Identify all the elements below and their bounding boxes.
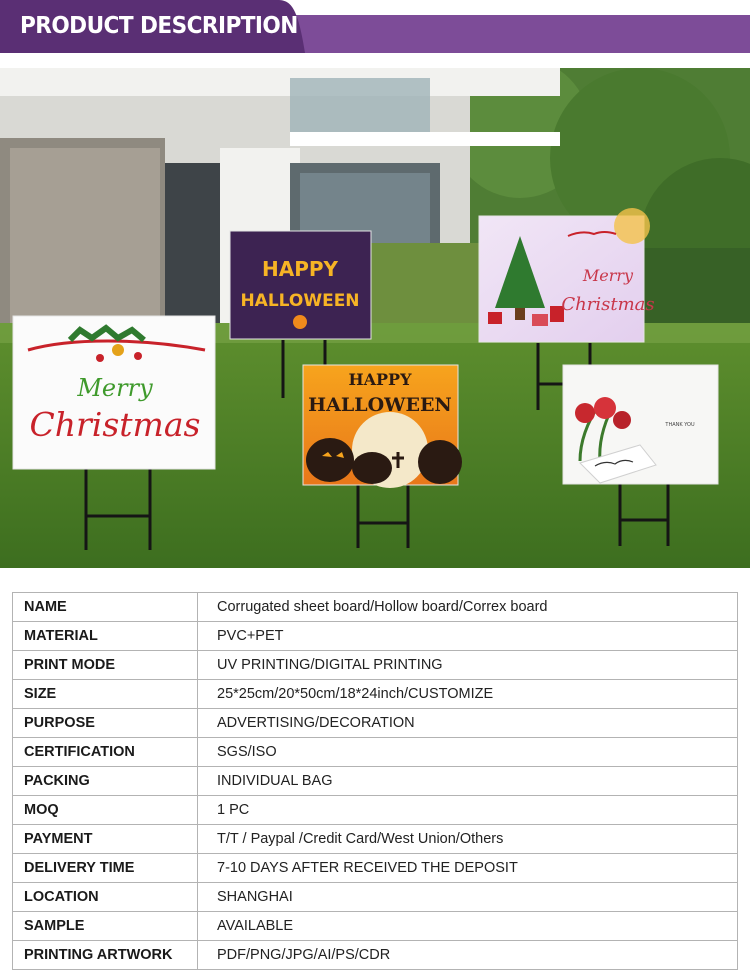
- spec-key: PRINT MODE: [13, 651, 198, 680]
- spec-row: [13, 680, 738, 709]
- spec-key: SAMPLE: [13, 912, 198, 941]
- spec-value: SHANGHAI: [198, 883, 738, 912]
- spec-value: Corrugated sheet board/Hollow board/Correx board: [198, 593, 738, 622]
- spec-key: MATERIAL: [13, 622, 198, 651]
- spec-key: CERTIFICATION: [13, 738, 198, 767]
- thank-you-caption: THANK YOU: [665, 422, 695, 428]
- section-header: [0, 0, 750, 53]
- spec-key: PACKING: [13, 767, 198, 796]
- christmas-right-line1: Merry: [582, 266, 634, 285]
- spec-row: [13, 912, 738, 941]
- halloween-small-line1: HAPPY: [261, 257, 339, 281]
- spec-value: PDF/PNG/JPG/AI/PS/CDR: [198, 941, 738, 970]
- spec-key: PRINTING ARTWORK: [13, 941, 198, 970]
- spec-row: [13, 593, 738, 622]
- spec-value: AVAILABLE: [198, 912, 738, 941]
- spec-value: INDIVIDUAL BAG: [198, 767, 738, 796]
- spec-value: 7-10 DAYS AFTER RECEIVED THE DEPOSIT: [198, 854, 738, 883]
- spec-row: [13, 941, 738, 970]
- halloween-center-line1: HAPPY: [348, 370, 412, 389]
- spec-value: T/T / Paypal /Credit Card/West Union/Others: [198, 825, 738, 854]
- sign-thank-you: [563, 365, 718, 484]
- spec-key: PURPOSE: [13, 709, 198, 738]
- spec-key: LOCATION: [13, 883, 198, 912]
- spec-table-body: [13, 593, 738, 970]
- spec-row: [13, 883, 738, 912]
- spec-value: UV PRINTING/DIGITAL PRINTING: [198, 651, 738, 680]
- christmas-right-line2: Christmas: [561, 294, 655, 315]
- spec-key: PAYMENT: [13, 825, 198, 854]
- spec-key: MOQ: [13, 796, 198, 825]
- halloween-small-line2: HALLOWEEN: [240, 291, 360, 311]
- sign-halloween-center: [303, 365, 462, 488]
- spec-row: [13, 622, 738, 651]
- spec-row: [13, 651, 738, 680]
- spec-row: [13, 738, 738, 767]
- christmas-left-line2: Christmas: [29, 405, 201, 444]
- sign-halloween-small: [230, 231, 371, 339]
- spec-value: PVC+PET: [198, 622, 738, 651]
- spec-value: 1 PC: [198, 796, 738, 825]
- spec-key: NAME: [13, 593, 198, 622]
- spec-row: [13, 767, 738, 796]
- spec-value: SGS/ISO: [198, 738, 738, 767]
- section-title: PRODUCT DESCRIPTION: [20, 13, 298, 39]
- spec-row: [13, 709, 738, 738]
- spec-key: DELIVERY TIME: [13, 854, 198, 883]
- spec-value: 25*25cm/20*50cm/18*24inch/CUSTOMIZE: [198, 680, 738, 709]
- spec-table: [12, 592, 738, 970]
- halloween-center-line2: HALLOWEEN: [308, 394, 452, 416]
- spec-key: SIZE: [13, 680, 198, 709]
- spec-row: [13, 796, 738, 825]
- sign-christmas-left: [13, 316, 215, 469]
- spec-row: [13, 825, 738, 854]
- spec-row: [13, 854, 738, 883]
- christmas-left-line1: Merry: [77, 374, 153, 402]
- spec-value: ADVERTISING/DECORATION: [198, 709, 738, 738]
- product-photo: [0, 68, 750, 568]
- sign-christmas-right: [479, 208, 655, 342]
